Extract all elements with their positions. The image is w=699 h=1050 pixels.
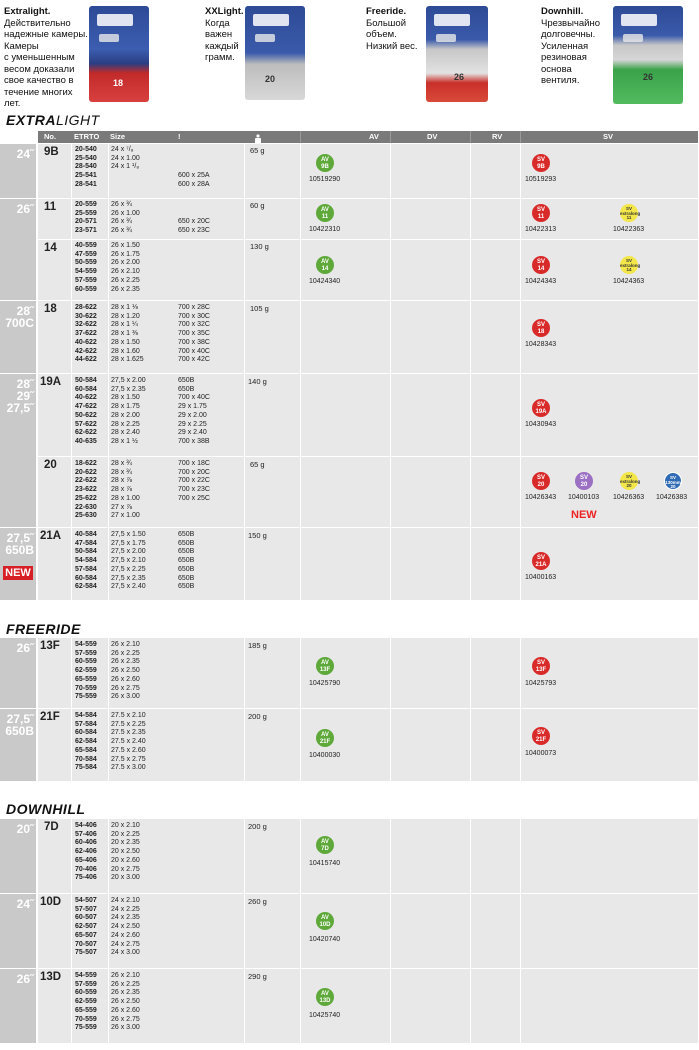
new-badge-21a: NEW [3,566,33,580]
size-21a: 27,5 x 1.50 27,5 x 1.75 27,5 x 2.00 27,5 x 2.10 27,5 x 2.25 27,5 x 2.35 27,5 x 2.40 [111,531,146,591]
downhill-text-1: долговечны. [541,29,596,40]
tube-number-14: 14 [44,242,57,254]
freeride-group-275-label: 27,5˝ [6,712,34,726]
extralight-text-1: надежные камеры. [4,29,88,40]
xxlight-box-number: 20 [265,74,276,84]
weight-9b: 65 g [250,146,265,155]
size-20: 28 x ¾ 28 x ¾ 28 x ⅞ 28 x ⅞ 28 x 1.00 27 x ⅞ 27 x 1.00 [111,460,140,520]
etrto-9b: 20-540 25-540 28-540 25-541 28-541 [75,146,97,188]
downhill-text-5: вентиля. [541,75,580,86]
tube-number-19a: 19A [40,376,62,388]
av-valve-badge-13f: AV 13F [316,657,334,675]
av-code-9b: 10519290 [309,176,341,183]
tube-number-7d: 7D [44,821,59,833]
weight-18: 105 g [250,304,269,313]
freeride-title: Freeride. [366,6,407,17]
group-24 [0,144,36,198]
extralight-text-6: течение многих лет. [4,86,73,109]
sv-extralong-badge-11: SV extralong 11 [620,206,641,221]
freeride-text-1: объем. [366,29,397,40]
av-valve-badge-13d: AV 13D [316,988,334,1006]
extralight-title: Extralight. [4,6,51,17]
av-valve-badge-14: AV 14 [316,256,334,274]
size-alt-19a: 650B 650B 700 x 40C 29 x 1.75 29 x 2.00 29 x 2.25 29 x 2.40 700 x 38B [178,377,210,445]
etrto-10d: 54-507 57-507 60-507 62-507 65-507 70-507 75-507 [75,897,97,957]
group-28-29-275 [0,374,36,527]
tube-number-10d: 10D [40,896,62,908]
col-header-size: Size [110,132,126,141]
group-29-label: 29˝ [16,389,34,403]
sv-130mm-badge-20: SV 130mm 20 [664,472,682,490]
weight-21f: 200 g [248,712,267,721]
size-11: 26 x ¾ 26 x 1.00 26 x ¾ 26 x ¾ [111,201,140,235]
group-24-label: 24˝ [16,147,34,161]
av-code-13d: 10425740 [309,1012,341,1019]
extralight-section-title [6,112,100,128]
sv-valve-badge-18: SV 18 [532,319,550,337]
group-28-700c [0,301,36,373]
sv-extralong-badge-14: SV extralong 14 [620,258,641,273]
freeride-section-title: FREERIDE [6,621,81,637]
size-21f: 27.5 x 2.10 27.5 x 2.25 27.5 x 2.35 27.5 x 2.40 27.5 x 2.60 27.5 x 2.75 27.5 x 3.00 [111,712,146,772]
sv-valve-badge-11: SV 11 [532,204,550,222]
group-700c-label: 700C [5,316,34,330]
sv-valve-badge-21f: SV 21F [532,727,550,745]
etrto-21f: 54-584 57-584 60-584 62-584 65-584 70-584 75-584 [75,712,97,772]
weight-20: 65 g [250,460,265,469]
etrto-7d: 54-406 57-406 60-406 62-406 65-406 70-406 75-406 [75,822,97,882]
tube-number-21a: 21A [40,530,62,542]
sv-code-20: 10426343 [525,494,557,501]
weight-7d: 200 g [248,822,267,831]
tube-number-11: 11 [44,201,57,213]
downhill-title: Downhill. [541,6,584,17]
freeride-group-275 [0,709,36,781]
freeride-box-image [426,6,488,102]
new-label-20: NEW [571,509,597,521]
weight-19a: 140 g [248,377,267,386]
sv-valve-badge-13f: SV 13F [532,657,550,675]
col-header-sv: SV [603,132,614,141]
col-header-no: No. [44,132,57,141]
etrto-13d: 54-559 57-559 60-559 62-559 65-559 70-559 75-559 [75,972,97,1032]
av-code-11: 10422310 [309,226,341,233]
size-alt-18: 700 x 28C 700 x 30C 700 x 32C 700 x 35C 700 x 38C 700 x 40C 700 x 42C [178,304,210,364]
size-18: 28 x 1 ⅛ 28 x 1.20 28 x 1 ¼ 28 x 1 ⅜ 28 x 1.50 28 x 1.60 28 x 1.625 [111,304,144,364]
sv-extralong-code-11: 10422363 [613,226,645,233]
downhill-group-26-label: 26˝ [16,972,34,986]
size-19a: 27,5 x 2.00 27,5 x 2.35 28 x 1.50 28 x 1.75 28 x 2.00 28 x 2.25 28 x 2.40 28 x 1 ½ [111,377,146,445]
col-header-rv: RV [492,132,503,141]
downhill-text-2: Усиленная [541,40,589,52]
size-alt-20: 700 x 18C 700 x 20C 700 x 22C 700 x 23C 700 x 25C [178,460,210,502]
group-275-label: 27,5˝ [6,401,34,415]
av-code-13f: 10425790 [309,680,341,687]
weight-11: 60 g [250,201,265,210]
sv-extralong-code-20: 10426363 [613,494,645,501]
freeride-text-2: Низкий вес. [366,40,418,52]
sv-code-13f: 10425793 [525,680,557,687]
tube-number-13d: 13D [40,971,62,983]
group-650b-label: 650B [5,543,34,557]
col-header-av: AV [369,132,379,141]
sv-valve-badge-21a: SV 21A [532,552,550,570]
av-valve-badge-21f: AV 21F [316,729,334,747]
sv-code-21a: 10400163 [525,574,557,581]
xxlight-text-1: важен [205,29,233,40]
extralight-description [4,6,88,110]
freeride-description [366,6,430,52]
weight-13d: 290 g [248,972,267,981]
extralight-text-0: Действительно [4,17,71,29]
etrto-19a: 50-584 60-584 40-622 47-622 50-622 57-622 62-622 40-635 [75,377,97,445]
group-275b-label: 27,5˝ [6,531,34,545]
downhill-box-image [613,6,683,104]
downhill-box-number: 26 [643,72,654,82]
av-valve-badge-11: AV 11 [316,204,334,222]
tube-number-9b: 9B [44,146,59,158]
extralight-title-bold: EXTRA [6,112,56,128]
etrto-13f: 54-559 57-559 60-559 62-559 65-559 70-559 75-559 [75,641,97,701]
group-28-label: 28˝ [16,304,34,318]
sv-valve-badge-9b: SV 9B [532,154,550,172]
xxlight-text-3: грамм. [205,52,235,63]
freeride-group-26 [0,638,36,708]
freeride-text-0: Большой [366,17,407,29]
sv-valve-badge-19a: SV 19A [532,399,550,417]
size-14: 26 x 1.50 26 x 1.75 26 x 2.00 26 x 2.10 26 x 2.25 26 x 2.35 [111,242,140,293]
extralight-text-3: с уменьшенным [4,52,75,63]
av-valve-badge-9b: AV 9B [316,154,334,172]
etrto-14: 40-559 47-559 50-559 54-559 57-559 60-559 [75,242,97,293]
extralight-text-5: свое качество в [4,75,74,86]
xxlight-text-2: каждый [205,40,239,52]
tube-number-20: 20 [44,459,57,471]
av-code-7d: 10415740 [309,860,341,867]
xxlight-box-image [245,6,305,100]
sv-code-18: 10428343 [525,341,557,348]
tube-number-18: 18 [44,303,57,315]
downhill-group-24-label: 24˝ [16,897,34,911]
av-code-14: 10424340 [309,278,341,285]
weight-21a: 150 g [248,531,267,540]
sv-code-9b: 10519293 [525,176,557,183]
downhill-group-20 [0,819,36,893]
freeride-box-number: 26 [454,72,465,82]
downhill-text-0: Чрезвычайно [541,17,600,29]
extralight-title-light: LIGHT [55,112,100,128]
col-header-dv: DV [427,132,438,141]
av-valve-badge-10d: AV 10D [316,912,334,930]
sv-code-19a: 10430943 [525,421,557,428]
downhill-section-title: DOWNHILL [6,801,86,817]
size-alt-21a: 650B 650B 650B 650B 650B 650B 650B [178,531,195,591]
etrto-18: 28-622 30-622 32-622 37-622 40-622 42-622 44-622 [75,304,97,364]
extralight-text-2: Камеры [4,40,39,52]
av-code-10d: 10420740 [309,936,341,943]
sv-130mm-code-20: 10426383 [656,494,688,501]
sv-purple-code-20: 10400103 [568,494,600,501]
sv-code-21f: 10400073 [525,750,557,757]
group-275-650b [0,528,36,600]
freeride-group-26-label: 26˝ [16,641,34,655]
downhill-text-4: основа [541,63,572,75]
sv-extralong-code-14: 10424363 [613,278,645,285]
size-7d: 20 x 2.10 20 x 2.25 20 x 2.35 20 x 2.50 20 x 2.60 20 x 2.75 20 x 3.00 [111,822,140,882]
size-13d: 26 x 2.10 26 x 2.25 26 x 2.35 26 x 2.50 26 x 2.60 26 x 2.75 26 x 3.00 [111,972,140,1032]
etrto-11: 20-559 25-559 20-571 23-571 [75,201,97,235]
extralight-box-image [89,6,149,102]
xxlight-text-0: Когда [205,17,230,29]
sv-code-11: 10422313 [525,226,557,233]
etrto-21a: 40-584 47-584 50-584 54-584 57-584 60-584 62-584 [75,531,97,591]
xxlight-title: XXLight. [205,6,244,17]
col-header-excl: ! [178,132,181,141]
weight-icon [254,131,262,141]
downhill-text-3: резиновая [541,52,587,63]
size-alt-11: 650 x 20C 650 x 23C [178,218,210,235]
av-valve-badge-7d: AV 7D [316,836,334,854]
table-header-row [38,131,698,143]
downhill-group-24 [0,894,36,968]
group-26 [0,199,36,300]
sv-code-14: 10424343 [525,278,557,285]
tube-number-21f: 21F [40,711,60,723]
size-10d: 24 x 2.10 24 x 2.25 24 x 2.35 24 x 2.50 24 x 2.60 24 x 2.75 24 x 3.00 [111,897,140,957]
group-28b-label: 28˝ [16,377,34,391]
weight-14: 130 g [250,242,269,251]
downhill-group-20-label: 20˝ [16,822,34,836]
weight-10d: 260 g [248,897,267,906]
extralight-text-4: весом доказали [4,63,75,75]
size-13f: 26 x 2.10 26 x 2.25 26 x 2.35 26 x 2.50 26 x 2.60 26 x 2.75 26 x 3.00 [111,641,140,701]
etrto-20: 18-622 20-622 22-622 23-622 25-622 22-630 25-630 [75,460,97,520]
group-26-label: 26˝ [16,202,34,216]
size-9b: 24 x ⁷/₈ 24 x 1.00 24 x 1 ¹/₈ [111,146,140,171]
sv-valve-badge-14: SV 14 [532,256,550,274]
weight-13f: 185 g [248,641,267,650]
col-header-etrto: ETRTO [74,132,100,141]
tube-number-13f: 13F [40,640,60,652]
size-alt-9b: 600 x 25A 600 x 28A [178,172,210,188]
freeride-group-650b-label: 650B [5,724,34,738]
extralight-box-number: 18 [113,78,124,88]
downhill-description [541,6,613,87]
sv-extralong-badge-20: SV extralong 20 [620,474,641,489]
sv-valve-badge-20: SV 20 [532,472,550,490]
sv-purple-badge-20: SV 20 [575,472,593,490]
downhill-group-26 [0,969,36,1043]
av-code-21f: 10400030 [309,752,341,759]
